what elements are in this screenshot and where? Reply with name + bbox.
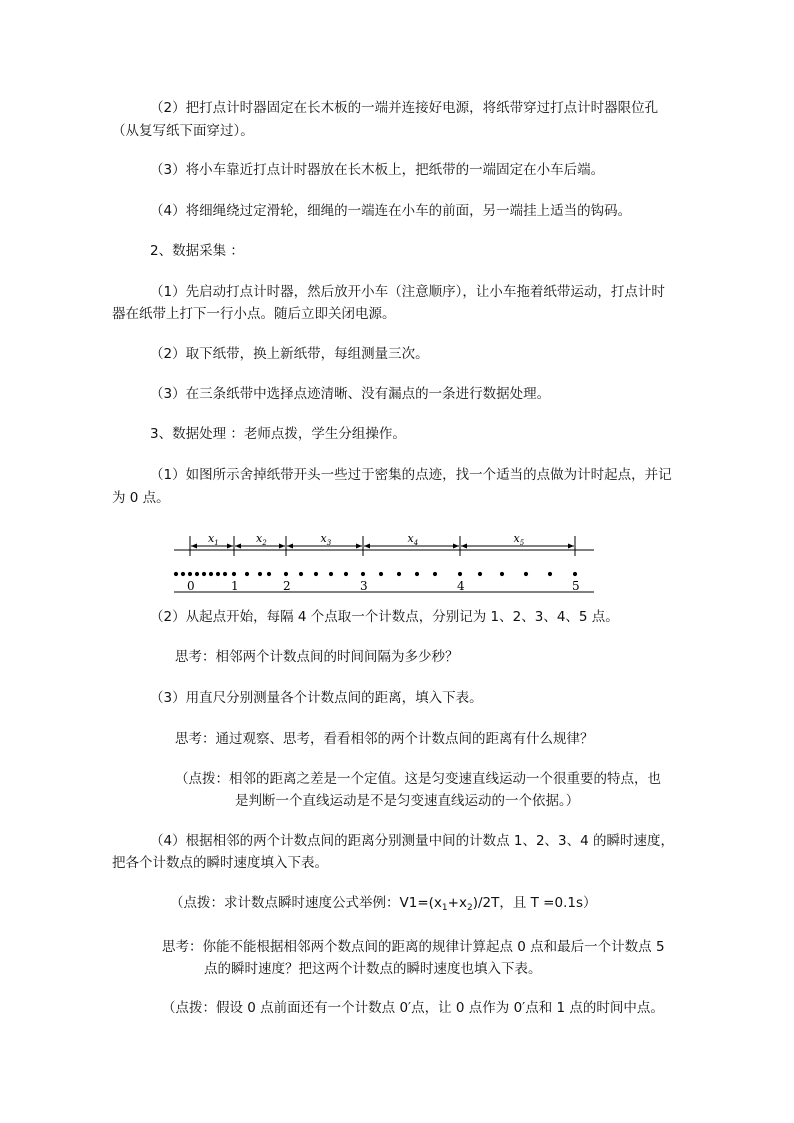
process1-line1: （1）如图所示舍掉纸带开头一些过于密集的点迹，找一个适当的点做为计时起点，并记 — [150, 467, 672, 483]
tape-dot — [500, 572, 504, 576]
tape-dot — [188, 572, 192, 576]
tape-dot — [299, 572, 303, 576]
point-label-4: 4 — [457, 579, 465, 593]
interval-label-4: $x_4$ — [407, 532, 419, 547]
tip2-sub1: 1 — [441, 903, 448, 913]
tape-dot — [478, 572, 482, 576]
interval-label-3: $x_3$ — [320, 532, 332, 547]
collect1-line1: （1）先启动打点计时器，然后放开小车（注意顺序），让小车拖着纸带运动，打点计时 — [150, 284, 665, 300]
process4-line2: 把各个计数点的瞬时速度填入下表。 — [112, 855, 328, 871]
arrowhead-right-5 — [568, 544, 574, 549]
tape-dot — [344, 572, 348, 576]
tape-dot — [284, 572, 288, 576]
tip2-formula — [170, 894, 596, 917]
tip2-prefix: （点拨：求计数点瞬时速度公式举例：V1=(x — [170, 895, 442, 911]
point-labels — [187, 579, 580, 593]
tape-dot — [548, 572, 552, 576]
arrowhead-left-2 — [235, 544, 241, 549]
process4-line1: （4）根据相邻的两个计数点间的距离分别测量中间的计数点 1、2、3、4 的瞬时速度， — [150, 833, 675, 849]
think3-line1: 思考：你能不能根据相邻两个数点间的距离的规律计算起点 0 点和最后一个计数点 5 — [162, 939, 665, 955]
tape-dot — [329, 572, 333, 576]
arrowhead-left-1 — [191, 544, 197, 549]
tape-dot — [379, 572, 383, 576]
tip2-plus: +x — [447, 895, 467, 911]
tape-dot — [524, 572, 528, 576]
interval-labels — [208, 532, 525, 547]
step2-line2: （从复写纸下面穿过）。 — [112, 123, 254, 139]
paper-tape-figure — [170, 528, 600, 598]
section3-title: 3、数据处理 ：老师点拨，学生分组操作。 — [150, 426, 406, 442]
tip2-suffix: )/2T，且 T =0.1s） — [472, 895, 597, 911]
arrowhead-right-1 — [227, 544, 233, 549]
tape-dot — [174, 572, 178, 576]
point-label-3: 3 — [360, 579, 368, 593]
tip1-line2: 是判断一个直线运动是不是匀变速直线运动的一个依据。） — [235, 793, 580, 809]
arrowhead-right-3 — [356, 544, 362, 549]
process3-text: （3）用直尺分别测量各个计数点间的距离，填入下表。 — [150, 690, 483, 706]
step4-text: （4）将细绳绕过定滑轮，细绳的一端连在小车的前面，另一端挂上适当的钩码。 — [150, 203, 632, 219]
tip2-sub2: 2 — [466, 903, 473, 913]
collect3-text: （3）在三条纸带中选择点迹清晰、没有漏点的一条进行数据处理。 — [150, 386, 551, 402]
tape-dot — [458, 572, 462, 576]
tape-dot — [397, 572, 401, 576]
tape-dot — [209, 572, 213, 576]
interval-label-1: $x_1$ — [208, 532, 219, 547]
tape-dot — [573, 572, 577, 576]
arrowhead-left-3 — [287, 544, 293, 549]
arrowhead-right-2 — [279, 544, 285, 549]
tape-dot — [245, 572, 249, 576]
tape-dot — [232, 572, 236, 576]
tip3-text: （点拨：假设 0 点前面还有一个计数点 0′点，让 0 点作为 0′点和 1 点的时间中点。 — [162, 1000, 664, 1016]
point-label-1: 1 — [231, 579, 239, 593]
tape-dot — [202, 572, 206, 576]
tape-dot — [433, 572, 437, 576]
tip1-line1: （点拨：相邻的距离之差是一个定值。这是匀变速直线运动一个很重要的特点，也 — [175, 771, 661, 787]
point-label-5: 5 — [572, 579, 580, 593]
step2-line1: （2）把打点计时器固定在长木板的一端并连接好电源，将纸带穿过打点计时器限位孔 — [150, 100, 659, 116]
think3-line2: 点的瞬时速度？把这两个计数点的瞬时速度也填入下表。 — [204, 961, 542, 977]
point-label-2: 2 — [283, 579, 291, 593]
section2-title: 2、数据采集 ： — [150, 243, 244, 259]
point-label-0: 0 — [187, 579, 195, 593]
arrowhead-right-4 — [453, 544, 459, 549]
collect2-text: （2）取下纸带，换上新纸带，每组测量三次。 — [150, 346, 429, 362]
arrowhead-left-5 — [461, 544, 467, 549]
arrowhead-left-4 — [364, 544, 370, 549]
collect1-line2: 器在纸带上打下一行小点。随后立即关闭电源。 — [112, 306, 396, 322]
tape-dot — [258, 572, 262, 576]
tape-dot — [361, 572, 365, 576]
tape-dot — [195, 572, 199, 576]
tape-dots — [174, 572, 577, 576]
tape-dot — [223, 572, 227, 576]
tape-dot — [216, 572, 220, 576]
process2-text: （2）从起点开始，每隔 4 个点取一个计数点，分别记为 1、2、3、4、5 点。 — [150, 609, 619, 625]
tape-dot — [314, 572, 318, 576]
tape-dot — [415, 572, 419, 576]
tape-dot — [181, 572, 185, 576]
process1-line2: 为 0 点。 — [112, 490, 170, 506]
interval-label-2: $x_2$ — [256, 532, 267, 547]
tape-dot — [267, 572, 271, 576]
step3-text: （3）将小车靠近打点计时器放在长木板上，把纸带的一端固定在小车后端。 — [150, 162, 605, 178]
think1-text: 思考：相邻两个计数点间的时间间隔为多少秒？ — [175, 649, 459, 665]
think2-text: 思考：通过观察、思考，看看相邻的两个计数点间的距离有什么规律？ — [175, 731, 594, 747]
interval-label-5: $x_5$ — [513, 532, 525, 547]
